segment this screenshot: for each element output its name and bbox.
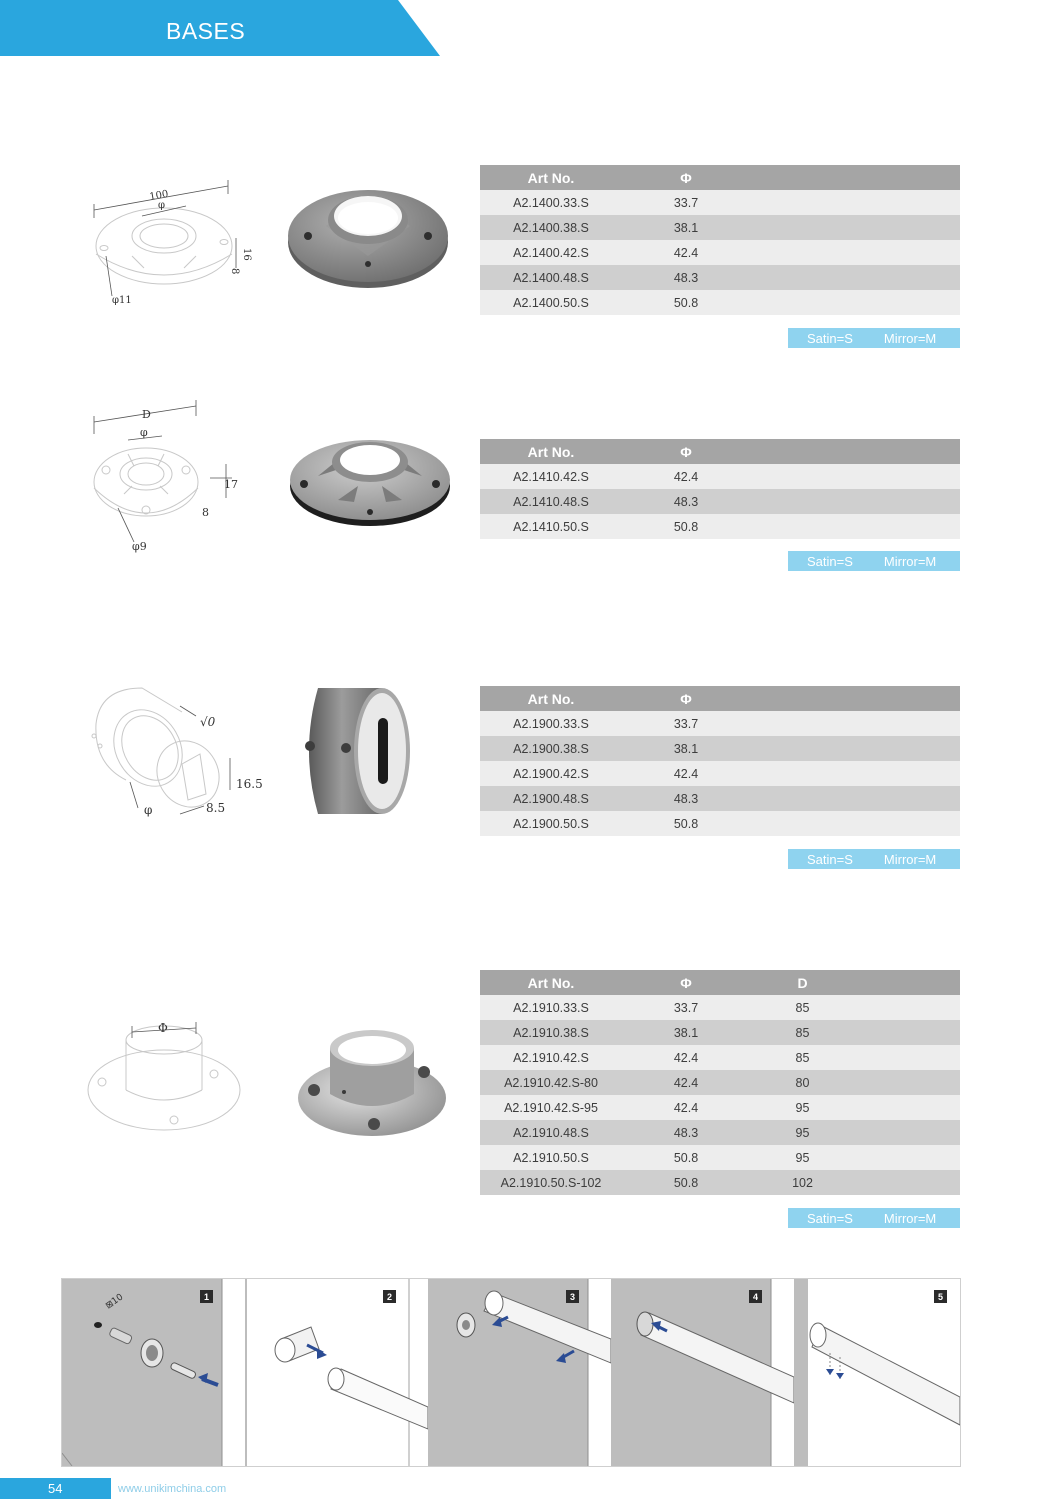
step-2 (245, 1279, 428, 1466)
step-1-illustration (62, 1279, 245, 1466)
table-row: A2.1400.33.S 33.7 (480, 190, 960, 215)
dim-angle: √0 (200, 715, 216, 729)
page-number: 54 (48, 1481, 63, 1496)
finish-legend-2: Satin=S Mirror=M (788, 551, 960, 571)
table-row: A2.1900.33.S 33.7 (480, 711, 960, 736)
installation-steps (61, 1278, 961, 1467)
spec-table-3 (480, 686, 960, 836)
step-number: 3 (566, 1290, 579, 1303)
footer-url[interactable]: www.unikimchina.com (118, 1483, 227, 1495)
table-row: A2.1900.50.S 50.8 (480, 811, 960, 836)
step-4 (611, 1279, 794, 1466)
dim-height: 16.5 (236, 777, 263, 791)
step-number: 2 (383, 1290, 396, 1303)
dim-phi: φ (144, 803, 153, 817)
table-row: A2.1910.42.S 42.4 85 (480, 1045, 960, 1070)
product-photo-3 (298, 684, 414, 818)
product-photo-2 (288, 432, 452, 528)
spec-table-1 (480, 165, 960, 315)
step-5 (794, 1279, 960, 1466)
table-row: A2.1410.50.S 50.8 (480, 514, 960, 539)
table-row: A2.1410.48.S 48.3 (480, 489, 960, 514)
dim-height-2: 8 (202, 506, 209, 519)
table-row: A2.1410.42.S 42.4 (480, 464, 960, 489)
table-row: A2.1400.50.S 50.8 (480, 290, 960, 315)
technical-drawing-4 (86, 1016, 246, 1140)
dim-height-1: 17 (224, 478, 238, 491)
step-number: 5 (934, 1290, 947, 1303)
step-3-illustration (428, 1279, 611, 1466)
finish-legend-1: Satin=S Mirror=M (788, 328, 960, 348)
spec-table-2 (480, 439, 960, 539)
product-photo-4 (296, 1028, 448, 1138)
technical-drawing-1 (86, 176, 256, 316)
header-phi: Φ (622, 686, 750, 711)
drill-label: ⊠10 (103, 1292, 126, 1312)
product-photo-1 (286, 186, 450, 290)
table-row: A2.1900.38.S 38.1 (480, 736, 960, 761)
table-row: A2.1910.48.S 48.3 95 (480, 1120, 960, 1145)
step-2-illustration (245, 1279, 428, 1466)
header-art-no: Art No. (480, 165, 622, 190)
step-4-illustration (611, 1279, 794, 1466)
table-row: A2.1900.48.S 48.3 (480, 786, 960, 811)
dim-hole: φ11 (112, 295, 132, 306)
header-d: D (750, 970, 855, 995)
header-phi: Φ (622, 439, 750, 464)
page-title: BASES (166, 18, 246, 44)
step-3 (428, 1279, 611, 1466)
table-row: A2.1910.50.S 50.8 95 (480, 1145, 960, 1170)
table-row: A2.1910.42.S-80 42.4 80 (480, 1070, 960, 1095)
dim-top: 100 (148, 188, 170, 203)
header-phi: Φ (622, 970, 750, 995)
dim-top: D (142, 408, 151, 421)
table-row: A2.1910.38.S 38.1 85 (480, 1020, 960, 1045)
header-art-no: Art No. (480, 439, 622, 464)
step-5-illustration (794, 1279, 960, 1466)
technical-drawing-2 (88, 398, 248, 558)
header-art-no: Art No. (480, 970, 622, 995)
technical-drawing-3 (86, 684, 270, 824)
table-row: A2.1910.50.S-102 50.8 102 (480, 1170, 960, 1195)
dim-phi: φ (158, 200, 166, 211)
table-row: A2.1900.42.S 42.4 (480, 761, 960, 786)
dim-phi: Φ (158, 1021, 168, 1035)
finish-legend-3: Satin=S Mirror=M (788, 849, 960, 869)
spec-table-4 (480, 970, 960, 1195)
dim-slot: 8.5 (206, 801, 226, 815)
dim-height-2: 8 (229, 268, 240, 275)
step-number: 4 (749, 1290, 762, 1303)
header-art-no: Art No. (480, 686, 622, 711)
table-row: A2.1910.33.S 33.7 85 (480, 995, 960, 1020)
table-row: A2.1400.42.S 42.4 (480, 240, 960, 265)
dim-phi: φ (140, 426, 148, 439)
table-row: A2.1400.38.S 38.1 (480, 215, 960, 240)
table-row: A2.1400.48.S 48.3 (480, 265, 960, 290)
step-number: 1 (200, 1290, 213, 1303)
header-phi: Φ (622, 165, 750, 190)
dim-height-1: 16 (241, 248, 252, 261)
step-1 (62, 1279, 245, 1466)
table-row: A2.1910.42.S-95 42.4 95 (480, 1095, 960, 1120)
dim-hole: φ9 (132, 540, 147, 553)
finish-legend-4: Satin=S Mirror=M (788, 1208, 960, 1228)
